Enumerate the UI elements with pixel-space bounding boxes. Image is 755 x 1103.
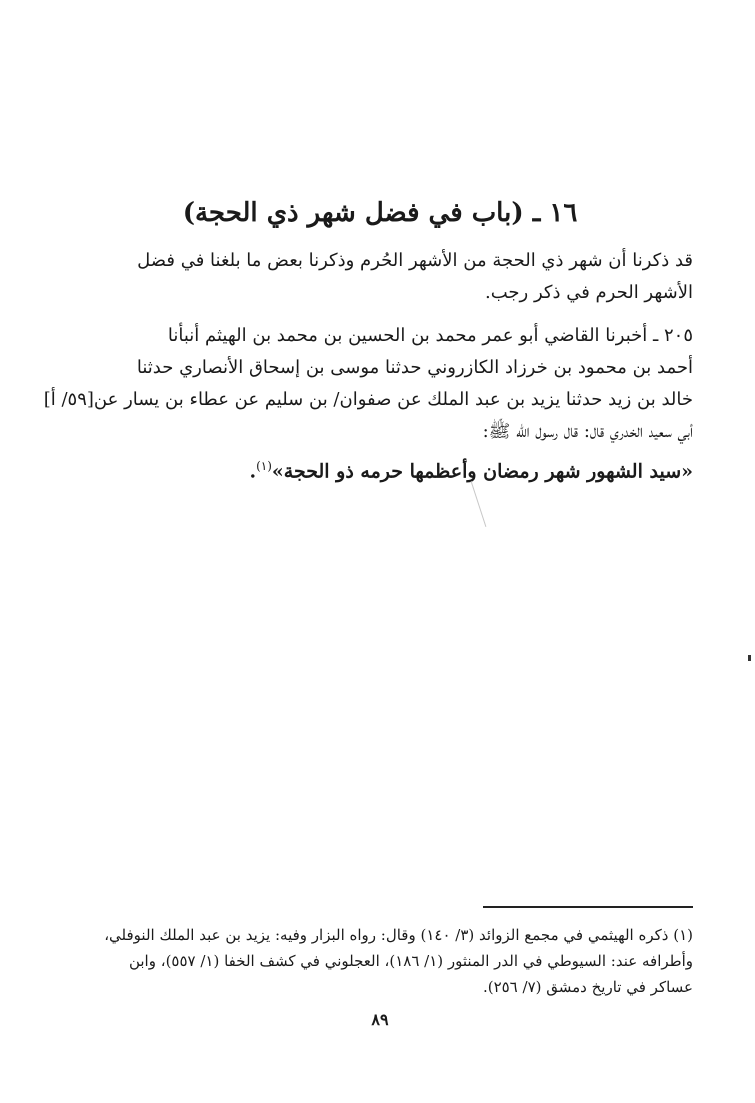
page-number: ٨٩ (371, 1010, 389, 1029)
quote-end: . (249, 460, 257, 483)
hadith-quote (103, 450, 693, 487)
footnote-line: (١) ذكره الهيثمي في مجمع الزوائد (٣/ ١٤٠) وقال: رواه البزار وفيه: يزيد بن عبد الملك النوفلي، (104, 926, 693, 944)
intro-paragraph (103, 245, 693, 309)
chapter-heading: ١٦ ـ (باب في فضل شهر ذي الحجة) (182, 198, 578, 228)
footnote-line: عساكر في تاريخ دمشق (٧/ ٢٥٦). (482, 978, 693, 996)
hadith-line: أبي سعيد الخدري قال: قال رسول الله ﷺ: (482, 421, 693, 442)
footnote-line: وأطرافه عند: السيوطي في الدر المنثور (١/ ١٨٦)، العجلوني في كشف الخفا (١/ ٥٥٧)، وابن (128, 952, 693, 970)
footnote-reference[interactable]: (١) (256, 459, 272, 473)
hadith-line: خالد بن زيد حدثنا يزيد بن عبد الملك عن صفوان/ بن سليم عن عطاء بن يسار عن[٥٩/ أ] (43, 389, 693, 410)
scan-artifact (748, 655, 751, 661)
intro-line: الأشهر الحرم في ذكر رجب. (485, 282, 693, 303)
intro-line: قد ذكرنا أن شهر ذي الحجة من الأشهر الحُرم وذكرنا بعض ما بلغنا في فضل (137, 250, 693, 271)
hadith-paragraph (43, 320, 693, 448)
quote-text: «سيد الشهور شهر رمضان وأعظمها حرمه ذو الحجة» (271, 460, 693, 483)
footnotes-section (53, 922, 693, 1000)
hadith-line: ٢٠٥ ـ أخبرنا القاضي أبو عمر محمد بن الحسين بن محمد بن الهيثم أنبأنا (167, 325, 693, 346)
scan-artifact (471, 481, 487, 527)
hadith-line: أحمد بن محمود بن خرزاد الكازروني حدثنا موسى بن إسحاق الأنصاري حدثنا (136, 357, 693, 378)
footnote-divider (483, 906, 693, 908)
